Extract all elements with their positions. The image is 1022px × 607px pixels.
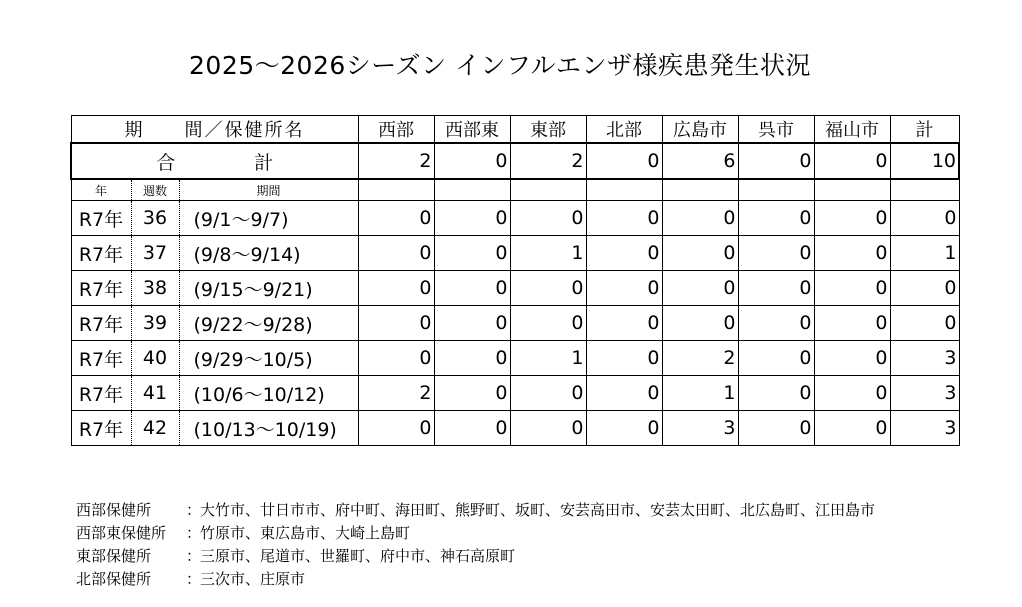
empty-cell	[358, 179, 434, 201]
value-cell: 0	[814, 376, 890, 411]
value-cell: 0	[434, 306, 510, 341]
value-cell: 0	[586, 271, 662, 306]
value-cell: 0	[738, 341, 814, 376]
week-cell: 40	[131, 341, 179, 376]
table-row	[71, 306, 959, 341]
note-separator: ：	[186, 547, 202, 565]
total-cell: 2	[358, 143, 434, 179]
value-cell: 0	[814, 236, 890, 271]
table-row	[71, 376, 959, 411]
value-cell: 2	[358, 376, 434, 411]
total-cell: 6	[662, 143, 738, 179]
value-cell: 0	[510, 306, 586, 341]
value-cell: 3	[662, 411, 738, 446]
year-cell: R7年	[71, 341, 131, 376]
value-cell: 0	[738, 271, 814, 306]
period-cell: (10/6～10/12)	[179, 376, 358, 411]
value-cell: 0	[738, 201, 814, 236]
note-label: 東部保健所	[76, 547, 152, 565]
value-cell: 0	[738, 236, 814, 271]
value-cell: 0	[662, 271, 738, 306]
value-cell: 0	[434, 341, 510, 376]
period-cell: (9/8～9/14)	[179, 236, 358, 271]
note-separator: ：	[186, 524, 202, 542]
total-cell: 2	[510, 143, 586, 179]
value-cell: 0	[434, 236, 510, 271]
value-cell: 2	[662, 341, 738, 376]
value-cell: 0	[662, 306, 738, 341]
value-cell: 0	[738, 411, 814, 446]
value-cell: 0	[358, 271, 434, 306]
column-header: 西部東	[434, 116, 510, 144]
note-text: 三原市、尾道市、世羅町、府中市、神石高原町	[200, 547, 516, 565]
sub-header-period: 期間	[179, 179, 358, 201]
note-row-west-east	[76, 522, 875, 545]
year-cell: R7年	[71, 306, 131, 341]
value-cell: 0	[662, 236, 738, 271]
column-header: 北部	[586, 116, 662, 144]
value-cell: 0	[358, 341, 434, 376]
note-row-north	[76, 568, 875, 591]
value-cell: 0	[358, 411, 434, 446]
week-cell: 39	[131, 306, 179, 341]
header-period-health-center: 期 間／保健所名	[71, 116, 358, 144]
empty-cell	[738, 179, 814, 201]
period-cell: (9/22～9/28)	[179, 306, 358, 341]
value-cell: 0	[890, 306, 959, 341]
value-cell: 0	[890, 201, 959, 236]
note-separator: ：	[186, 570, 202, 588]
total-cell: 0	[586, 143, 662, 179]
value-cell: 0	[434, 201, 510, 236]
total-cell: 0	[814, 143, 890, 179]
note-label: 西部東保健所	[76, 524, 167, 542]
page-title: 2025～2026シーズン インフルエンザ様疾患発生状況	[189, 51, 811, 80]
value-cell: 0	[510, 411, 586, 446]
value-cell: 1	[510, 341, 586, 376]
note-row-west	[76, 499, 875, 522]
value-cell: 0	[814, 341, 890, 376]
total-cell: 10	[890, 143, 959, 179]
value-cell: 0	[586, 236, 662, 271]
value-cell: 0	[434, 376, 510, 411]
value-cell: 0	[510, 271, 586, 306]
empty-cell	[890, 179, 959, 201]
header-row	[71, 116, 959, 144]
week-cell: 41	[131, 376, 179, 411]
value-cell: 0	[358, 201, 434, 236]
total-cell: 0	[738, 143, 814, 179]
value-cell: 0	[586, 201, 662, 236]
period-cell: (9/15～9/21)	[179, 271, 358, 306]
empty-cell	[814, 179, 890, 201]
table-row	[71, 271, 959, 306]
empty-cell	[510, 179, 586, 201]
value-cell: 0	[358, 306, 434, 341]
period-cell: (10/13～10/19)	[179, 411, 358, 446]
week-cell: 36	[131, 201, 179, 236]
column-header: 広島市	[662, 116, 738, 144]
value-cell: 0	[814, 306, 890, 341]
value-cell: 0	[738, 376, 814, 411]
value-cell: 0	[814, 201, 890, 236]
value-cell: 0	[586, 341, 662, 376]
total-label: 合 計	[71, 143, 358, 179]
influenza-table	[70, 115, 960, 446]
column-header: 福山市	[814, 116, 890, 144]
note-text: 三次市、庄原市	[200, 570, 306, 588]
year-cell: R7年	[71, 201, 131, 236]
value-cell: 1	[890, 236, 959, 271]
value-cell: 1	[510, 236, 586, 271]
year-cell: R7年	[71, 271, 131, 306]
column-header: 呉市	[738, 116, 814, 144]
note-row-east	[76, 545, 875, 568]
sub-header-week: 週数	[131, 179, 179, 201]
value-cell: 0	[738, 306, 814, 341]
value-cell: 0	[814, 411, 890, 446]
value-cell: 3	[890, 341, 959, 376]
note-text: 竹原市、東広島市、大崎上島町	[200, 524, 411, 542]
value-cell: 0	[434, 411, 510, 446]
week-cell: 42	[131, 411, 179, 446]
value-cell: 0	[586, 376, 662, 411]
health-center-notes	[76, 499, 875, 591]
week-cell: 38	[131, 271, 179, 306]
column-header: 東部	[510, 116, 586, 144]
empty-cell	[434, 179, 510, 201]
value-cell: 0	[434, 271, 510, 306]
note-text: 大竹市、廿日市市、府中町、海田町、熊野町、坂町、安芸高田市、安芸太田町、北広島町、江田島市	[200, 501, 876, 519]
empty-cell	[662, 179, 738, 201]
sub-header-row	[71, 179, 959, 201]
column-header: 西部	[358, 116, 434, 144]
table-row	[71, 236, 959, 271]
total-row	[71, 143, 959, 179]
value-cell: 0	[586, 411, 662, 446]
period-cell: (9/29～10/5)	[179, 341, 358, 376]
column-header: 計	[890, 116, 959, 144]
value-cell: 1	[662, 376, 738, 411]
value-cell: 0	[510, 201, 586, 236]
note-label: 西部保健所	[76, 501, 152, 519]
value-cell: 0	[814, 271, 890, 306]
period-cell: (9/1～9/7)	[179, 201, 358, 236]
value-cell: 0	[890, 271, 959, 306]
year-cell: R7年	[71, 411, 131, 446]
total-cell: 0	[434, 143, 510, 179]
value-cell: 3	[890, 411, 959, 446]
note-label: 北部保健所	[76, 570, 152, 588]
table-row	[71, 341, 959, 376]
table-row	[71, 201, 959, 236]
value-cell: 3	[890, 376, 959, 411]
value-cell: 0	[510, 376, 586, 411]
value-cell: 0	[662, 201, 738, 236]
note-separator: ：	[186, 501, 202, 519]
table-row	[71, 411, 959, 446]
sub-header-year: 年	[71, 179, 131, 201]
week-cell: 37	[131, 236, 179, 271]
empty-cell	[586, 179, 662, 201]
year-cell: R7年	[71, 376, 131, 411]
year-cell: R7年	[71, 236, 131, 271]
value-cell: 0	[358, 236, 434, 271]
value-cell: 0	[586, 306, 662, 341]
